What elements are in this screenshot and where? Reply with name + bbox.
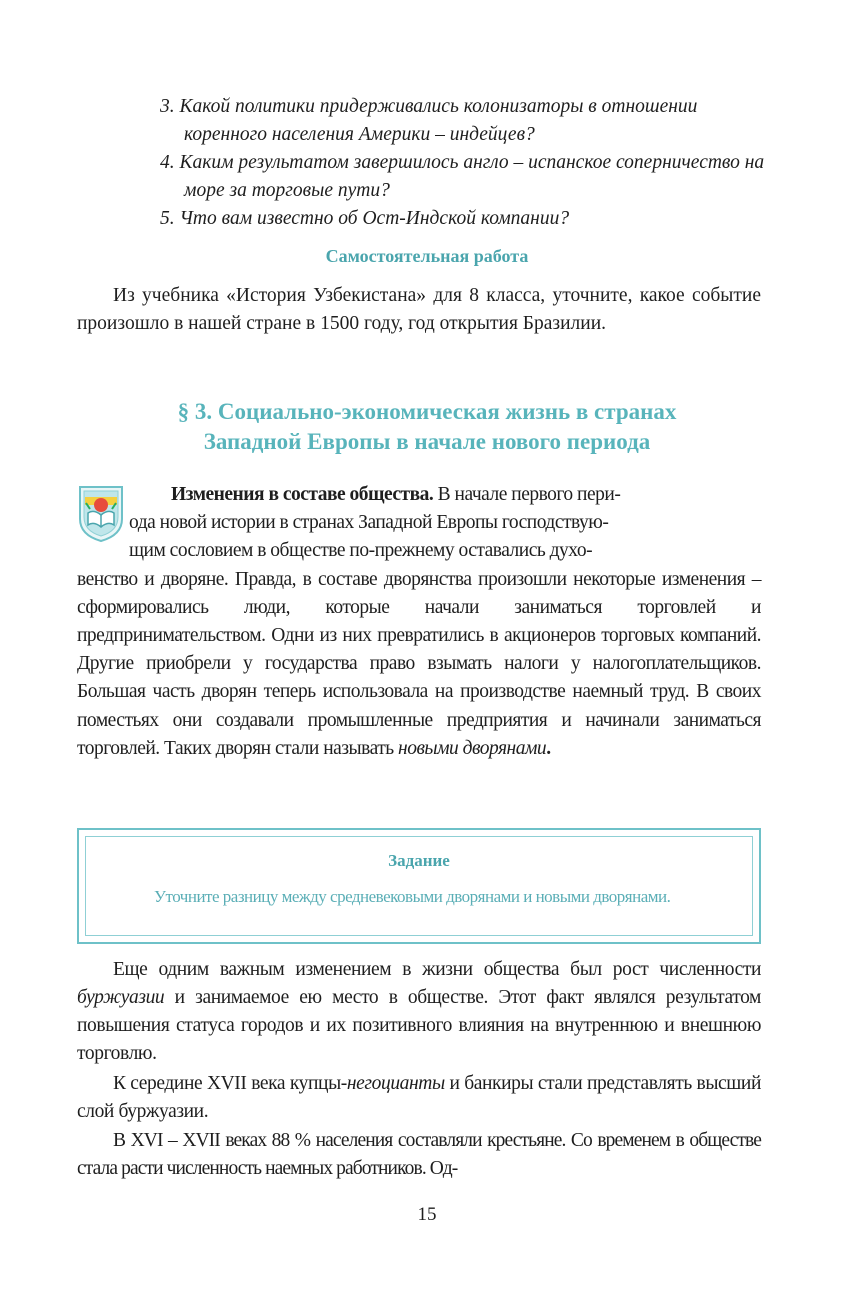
lead-rest: В начале первого пери- xyxy=(433,484,621,505)
p3-text: В XVI – XVII веках 88 % населения составляли крестьяне. Со временем в обществе стала расти численность наемных работников. Од- xyxy=(77,1130,761,1179)
body-line-3: щим сословием в обществе по-прежнему оставались духо- xyxy=(129,540,593,562)
lead-bold: Изменения в составе общества. xyxy=(171,484,434,505)
question-4: 4. Каким результатом завершилось англо – испанское соперничество на море за торговые пути? xyxy=(160,152,765,201)
review-questions xyxy=(160,93,770,233)
p1-pre: Еще одним важным изменением в жизни общества был рост численности xyxy=(113,959,761,980)
term-bourgeoisie: буржуазии xyxy=(77,987,165,1008)
body-first-line xyxy=(77,481,761,509)
question-5: 5. Что вам известно об Ост-Индской компании? xyxy=(160,208,570,229)
body-rest: венство и дворяне. Правда, в составе дворянства произошли некоторые изменения – сформировались люди, которые начали заниматься торговлей и предпринимательством. Одни из них превратились в акционеров торговых компаний. Другие приобрели у государства право взымать налоги у налогоплательщиков. Большая часть дворян теперь использовала на производстве наемный труд. В своих поместьях они создавали промышленные предприятия и начинали заниматься торговлей. Таких дворян стали называть xyxy=(77,568,761,759)
task-title: Задание xyxy=(388,851,450,870)
p1-post: и занимаемое ею место в обществе. Этот факт являлся результатом повышения статуса городов и их позитивного влияния на внутреннюю и внешнюю торговлю. xyxy=(77,987,761,1064)
page-number: 15 xyxy=(417,1204,437,1225)
term-new-nobles: новыми дворянами xyxy=(398,737,547,759)
paragraph-merchants xyxy=(77,1070,761,1126)
task-box-inner xyxy=(85,836,753,936)
independent-work-body: Из учебника «История Узбекистана» для 8 класса, уточните, какое событие произошло в нашей стране в 1500 году, год открытия Бразилии. xyxy=(77,285,761,334)
section-body xyxy=(77,481,761,763)
task-text: Уточните разницу между средневековыми дворянами и новыми дворянами. xyxy=(154,887,671,906)
body-end-period: . xyxy=(546,737,551,759)
body-line-2: ода новой истории в странах Западной Европы господствую- xyxy=(129,512,609,534)
section-heading xyxy=(0,397,854,457)
section-title-line1: § 3. Социально-экономическая жизнь в странах xyxy=(177,399,677,424)
term-negotiants: негоцианты xyxy=(346,1073,445,1094)
paragraph-peasants xyxy=(77,1127,761,1183)
section-title-line2: Западной Европы в начале нового периода xyxy=(203,429,651,454)
independent-work-title: Самостоятельная работа xyxy=(325,246,529,266)
p2-post: и банкиры стали представлять высший слой буржуазии. xyxy=(77,1073,761,1122)
paragraph-bourgeoisie xyxy=(77,956,761,1068)
independent-work-text xyxy=(77,282,761,338)
task-box xyxy=(77,828,761,944)
p2-pre: К середине XVII века купцы- xyxy=(113,1073,347,1094)
question-3: 3. Какой политики придерживались колонизаторы в отношении коренного населения Америки – индейцев? xyxy=(160,96,698,145)
